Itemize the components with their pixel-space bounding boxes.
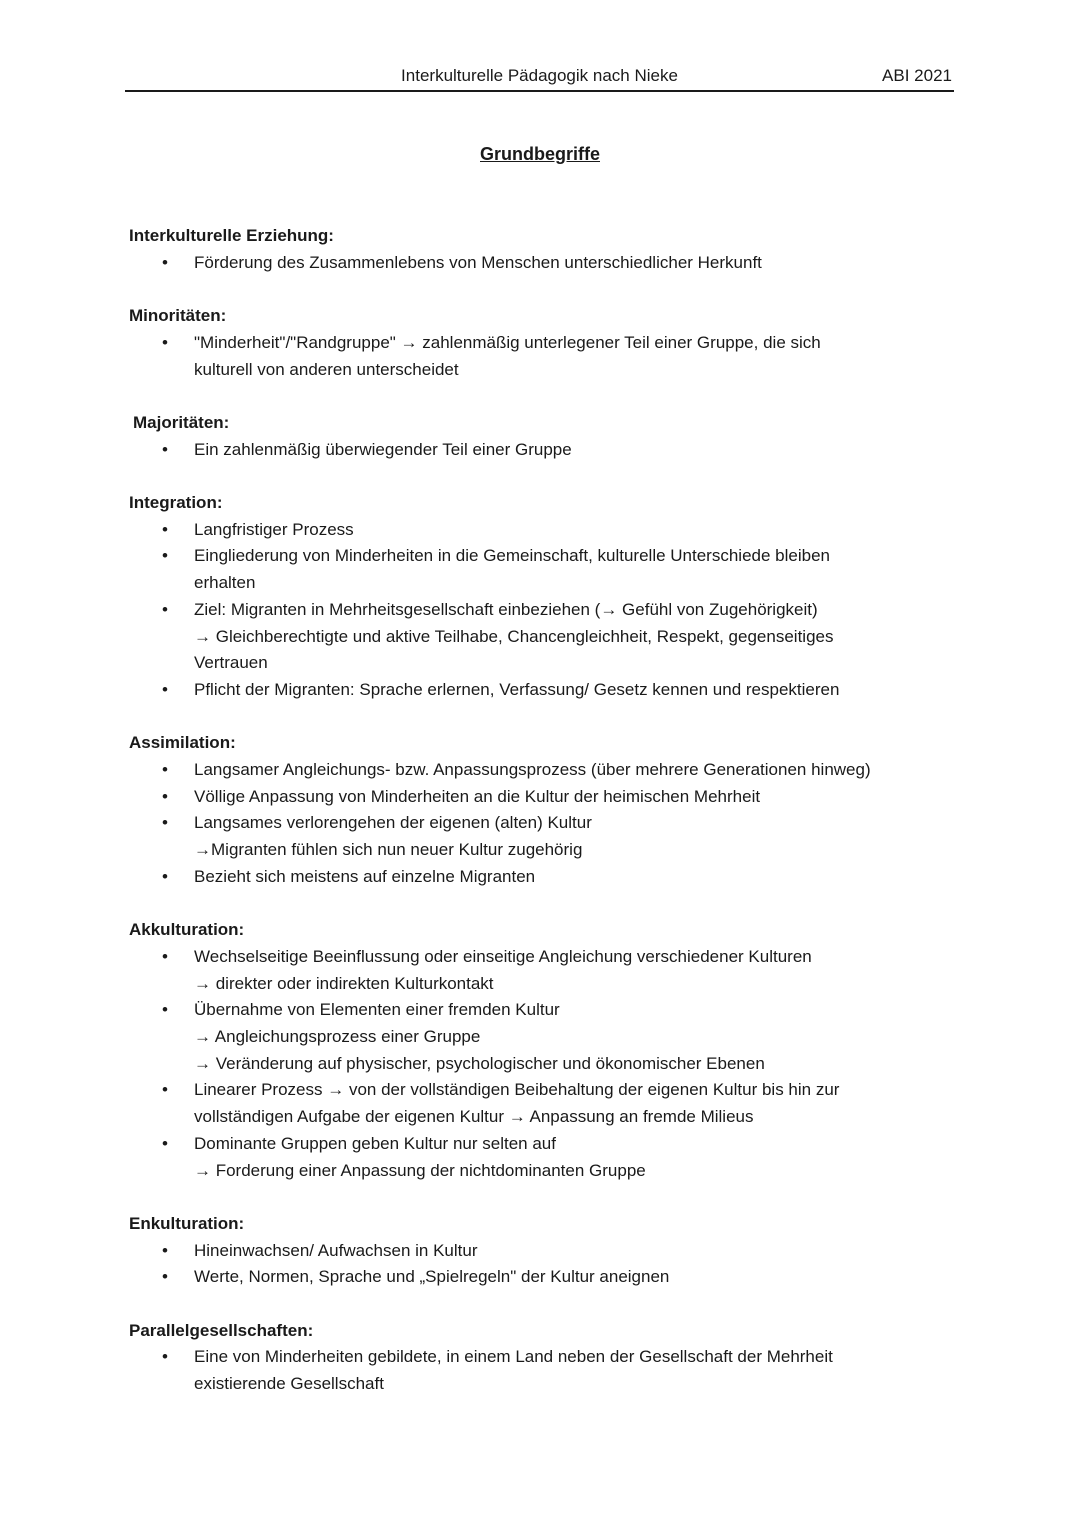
section-heading: Interkulturelle Erziehung: [129, 226, 334, 245]
list-item-line: → Veränderung auf physischer, psychologischer und ökonomischer Ebenen [194, 1053, 765, 1073]
list-item [129, 1238, 929, 1265]
document-body [129, 223, 929, 1398]
section-heading: Minoritäten: [129, 306, 227, 326]
list-item-line: kulturell von anderen unterscheidet [194, 359, 459, 379]
section-heading: Integration: [129, 492, 223, 512]
list-item-line: • Langsames verlorengehen der eigenen (alten) Kultur [194, 813, 592, 833]
list-item-line: • Dominante Gruppen geben Kultur nur selten auf [194, 1133, 556, 1153]
list-item [129, 997, 929, 1077]
section-heading: Assimilation: [129, 733, 236, 753]
list-item-line: • Pflicht der Migranten: Sprache erlernen, Verfassung/ Gesetz kennen und respektieren [194, 679, 840, 699]
list-item-line: • Wechselseitige Beeinflussung oder einseitige Angleichung verschiedener Kulturen [194, 946, 812, 966]
bullet-list [129, 757, 929, 891]
list-item [129, 437, 929, 464]
bullet-list [129, 1238, 929, 1291]
list-item-line: → Forderung einer Anpassung der nichtdominanten Gruppe [194, 1160, 646, 1180]
header-year: ABI 2021 [882, 66, 952, 85]
list-item [129, 517, 929, 544]
bullet-list [129, 944, 929, 1184]
section-heading: Enkulturation: [129, 1213, 245, 1233]
list-item-line: • Langsamer Angleichungs- bzw. Anpassungsprozess (über mehrere Generationen hinweg) [194, 760, 871, 779]
list-item-line: • Eine von Minderheiten gebildete, in einem Land neben der Gesellschaft der Mehrheit [194, 1347, 833, 1367]
section [129, 223, 929, 276]
list-item-line: Vertrauen [194, 653, 268, 673]
section [129, 490, 929, 704]
section [129, 1318, 929, 1398]
list-item-line: • Völlige Anpassung von Minderheiten an die Kultur der heimischen Mehrheit [194, 786, 761, 806]
list-item-line: → Angleichungsprozess einer Gruppe [194, 1027, 481, 1047]
section [129, 730, 929, 890]
list-item-line: • Hineinwachsen/ Aufwachsen in Kultur [194, 1240, 478, 1260]
list-item-line: existierende Gesellschaft [194, 1374, 384, 1394]
list-item [129, 784, 929, 811]
list-item [129, 944, 929, 997]
list-item [129, 597, 929, 677]
section [129, 303, 929, 383]
bullet-list [129, 330, 929, 383]
list-item-line: → Gleichberechtigte und aktive Teilhabe, Chancengleichheit, Respekt, gegenseitiges [194, 626, 834, 646]
list-item-line: • Ziel: Migranten in Mehrheitsgesellschaft einbeziehen (→ Gefühl von Zugehörigkeit) [194, 599, 818, 619]
section [129, 410, 929, 463]
list-item-line: • "Minderheit"/"Randgruppe" → zahlenmäßig unterlegener Teil einer Gruppe, die sich [194, 332, 821, 352]
list-item [129, 250, 929, 277]
list-item-line: → direkter oder indirekten Kulturkontakt [194, 973, 494, 993]
bullet-list [129, 517, 929, 704]
list-item-line: • Förderung des Zusammenlebens von Menschen unterschiedlicher Herkunft [194, 252, 762, 272]
list-item [129, 330, 929, 383]
list-item-line: • Übernahme von Elementen einer fremden Kultur [194, 1000, 560, 1020]
section-heading: Akkulturation: [129, 920, 245, 940]
list-item-line: erhalten [194, 573, 256, 593]
list-item [129, 757, 929, 784]
list-item [129, 1264, 929, 1291]
section-heading: Parallelgesellschaften: [129, 1320, 314, 1340]
list-item-line: • Bezieht sich meistens auf einzelne Migranten [194, 866, 536, 886]
list-item [129, 1344, 929, 1397]
list-item-line: vollständigen Aufgabe der eigenen Kultur → Anpassung an fremde Milieus [194, 1107, 754, 1127]
list-item [129, 677, 929, 704]
list-item-line: • Werte, Normen, Sprache und „Spielregeln" der Kultur aneignen [194, 1267, 670, 1287]
bullet-list [129, 250, 929, 277]
bullet-list [129, 437, 929, 464]
list-item [129, 1077, 929, 1130]
list-item-line: • Eingliederung von Minderheiten in die Gemeinschaft, kulturelle Unterschiede bleiben [194, 546, 830, 566]
list-item [129, 1131, 929, 1184]
list-item-line: • Linearer Prozess → von der vollständigen Beibehaltung der eigenen Kultur bis hin zur [194, 1080, 840, 1100]
page-header [125, 64, 954, 92]
list-item-line: • Langfristiger Prozess [194, 519, 354, 539]
section [129, 917, 929, 1184]
header-title: Interkulturelle Pädagogik nach Nieke [401, 66, 678, 85]
section [129, 1211, 929, 1291]
list-item [129, 864, 929, 891]
list-item-line: • Ein zahlenmäßig überwiegender Teil einer Gruppe [194, 439, 572, 459]
list-item-line: →Migranten fühlen sich nun neuer Kultur zugehörig [194, 840, 583, 860]
list-item [129, 543, 929, 596]
document-title: Grundbegriffe [480, 144, 600, 164]
list-item [129, 810, 929, 863]
section-heading: Majoritäten: [133, 412, 230, 432]
bullet-list [129, 1344, 929, 1397]
